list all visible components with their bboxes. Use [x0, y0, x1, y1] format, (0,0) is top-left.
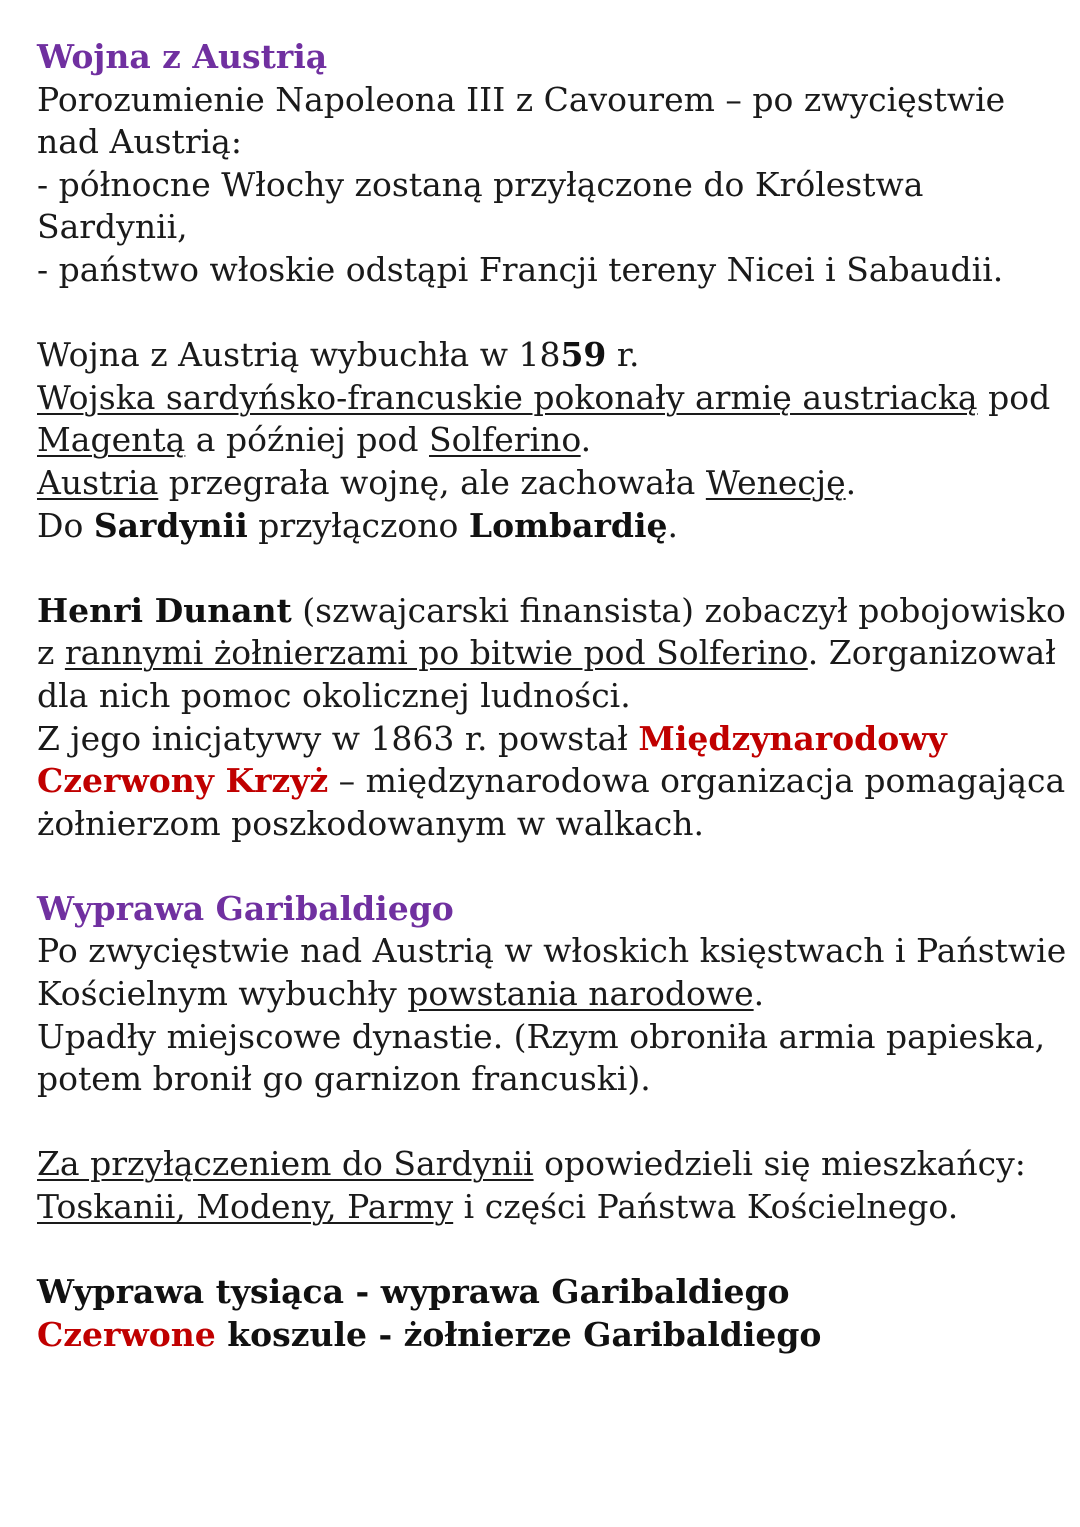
- red-cross-highlight: Międzynarodowy Czerwony Krzyż: [37, 718, 947, 801]
- spacer: [37, 292, 1067, 335]
- underlined-text: Wojska sardyńsko-francuskie pokonały armię austriacką: [37, 377, 978, 417]
- war-outbreak-line: Wojna z Austrią wybuchła w 1859 r.: [37, 335, 640, 375]
- underlined-text: Solferino: [429, 420, 581, 460]
- year-emphasis: 59: [560, 335, 607, 375]
- underlined-text: Za przyłączeniem do Sardynii: [37, 1144, 534, 1184]
- spacer: [37, 1101, 1067, 1144]
- underlined-text: Toskanii, Modeny, Parmy: [37, 1187, 454, 1227]
- underlined-text: Wenecję: [705, 462, 846, 502]
- person-name: Henri Dunant: [37, 590, 292, 630]
- underlined-text: powstania narodowe: [407, 974, 754, 1014]
- plebiscite-paragraph: Za przyłączeniem do Sardynii opowiedzieli się mieszkańcy: Toskanii, Modeny, Parmy i części Państwa Kościelnego.: [37, 1144, 1026, 1227]
- spacer: [37, 845, 1067, 888]
- dunant-paragraph: Henri Dunant (szwajcarski finansista) zobaczył pobojowisko z rannymi żołnierzami po bitwie pod Solferino. Zorganizował dla nich pomoc okolicznej ludności.: [37, 590, 1066, 715]
- red-shirts-line: Czerwone koszule - żołnierze Garibaldiego: [37, 1314, 822, 1354]
- heading-wojna-z-austria: Wojna z Austrią: [37, 37, 328, 76]
- austria-outcome-line: Austria przegrała wojnę, ale zachowała Wenecję.: [37, 462, 857, 502]
- document-page: [37, 36, 1067, 1356]
- spacer: [37, 1229, 1067, 1272]
- heading-wyprawa-garibaldiego: Wyprawa Garibaldiego: [37, 888, 454, 928]
- underlined-text: Austria: [37, 462, 159, 502]
- intro-paragraph: Porozumienie Napoleona III z Cavourem – po zwycięstwie nad Austrią:: [37, 79, 1006, 162]
- bullet-item: - północne Włochy zostaną przyłączone do Królestwa Sardynii,: [37, 164, 924, 247]
- dynasties-paragraph: Upadły miejscowe dynastie. (Rzym obroniła armia papieska, potem bronił go garnizon francuski).: [37, 1016, 1046, 1099]
- underlined-text: Magentą: [37, 420, 186, 460]
- red-word: Czerwone: [37, 1314, 216, 1354]
- expedition-thousand-line: Wyprawa tysiąca - wyprawa Garibaldiego: [37, 1272, 790, 1312]
- spacer: [37, 547, 1067, 590]
- bold-text: Lombardię: [468, 505, 668, 545]
- uprisings-paragraph: Po zwycięstwie nad Austrią w włoskich księstwach i Państwie Kościelnym wybuchły powstania narodowe.: [37, 931, 1067, 1014]
- battles-line: Wojska sardyńsko-francuskie pokonały armię austriacką pod Magentą a później pod Solferino.: [37, 377, 1051, 460]
- underlined-text: rannymi żołnierzami po bitwie pod Solferino: [64, 633, 808, 673]
- bullet-item: - państwo włoskie odstąpi Francji tereny Nicei i Sabaudii.: [37, 249, 1004, 289]
- annexation-line: Do Sardynii przyłączono Lombardię.: [37, 505, 678, 545]
- red-cross-paragraph: Z jego inicjatywy w 1863 r. powstał Międzynarodowy Czerwony Krzyż – międzynarodowa organizacja pomagająca żołnierzom poszkodowanym w walkach.: [37, 718, 1066, 843]
- bold-text: Sardynii: [93, 505, 248, 545]
